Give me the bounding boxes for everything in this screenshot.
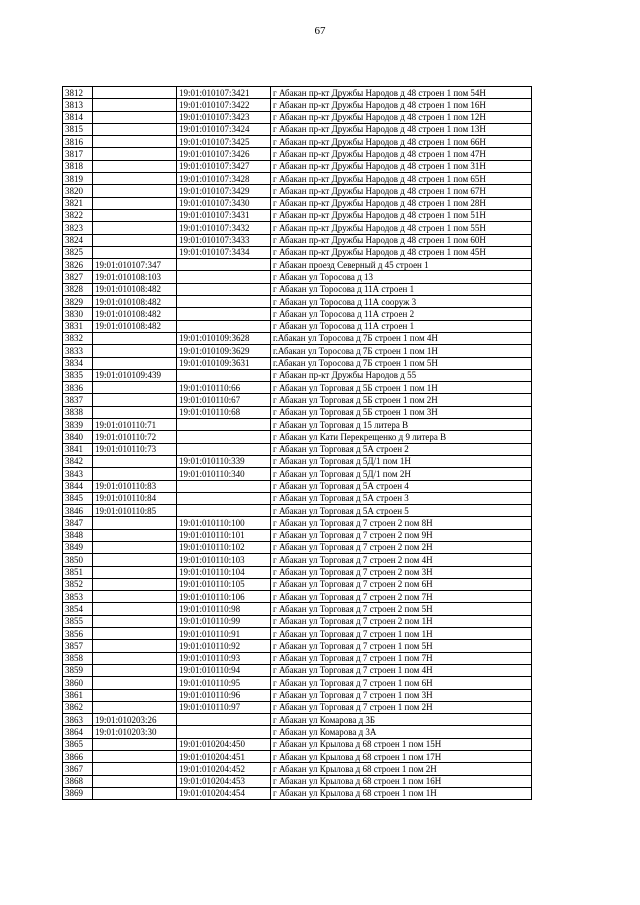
row-number-cell: 3823 <box>63 222 93 234</box>
premises-cadastral-number-cell: 19:01:010107:3428 <box>177 173 271 185</box>
land-cadastral-number-cell: 19:01:010110:72 <box>93 431 177 443</box>
land-cadastral-number-cell: 19:01:010108:482 <box>93 308 177 320</box>
land-cadastral-number-cell <box>93 689 177 701</box>
address-cell: г Абакан ул Торговая д 7 строен 1 пом 5Н <box>271 640 532 652</box>
premises-cadastral-number-cell: 19:01:010107:3422 <box>177 99 271 111</box>
premises-cadastral-number-cell: 19:01:010110:66 <box>177 382 271 394</box>
land-cadastral-number-cell: 19:01:010110:71 <box>93 419 177 431</box>
address-cell: г Абакан пр-кт Дружбы Народов д 48 строен 1 пом 47Н <box>271 148 532 160</box>
address-cell: г Абакан пр-кт Дружбы Народов д 55 <box>271 369 532 381</box>
premises-cadastral-number-cell: 19:01:010110:67 <box>177 394 271 406</box>
premises-cadastral-number-cell: 19:01:010107:3429 <box>177 185 271 197</box>
land-cadastral-number-cell <box>93 775 177 787</box>
address-cell: г Абакан ул Торговая д 5Д/1 пом 1Н <box>271 455 532 467</box>
table-row <box>63 566 532 578</box>
land-cadastral-number-cell <box>93 468 177 480</box>
address-cell: г Абакан ул Торговая д 7 строен 1 пом 2Н <box>271 701 532 713</box>
table-row <box>63 492 532 504</box>
land-cadastral-number-cell <box>93 578 177 590</box>
address-cell: г Абакан ул Торговая д 7 строен 2 пом 2Н <box>271 541 532 553</box>
table-row <box>63 529 532 541</box>
address-cell: г Абакан ул Торговая д 7 строен 1 пом 6Н <box>271 677 532 689</box>
premises-cadastral-number-cell: 19:01:010107:3433 <box>177 234 271 246</box>
address-cell: г Абакан ул Торговая д 15 литера В <box>271 419 532 431</box>
land-cadastral-number-cell <box>93 148 177 160</box>
row-number-cell: 3867 <box>63 763 93 775</box>
table-row <box>63 271 532 283</box>
row-number-cell: 3831 <box>63 320 93 332</box>
row-number-cell: 3813 <box>63 99 93 111</box>
premises-cadastral-number-cell: 19:01:010110:340 <box>177 468 271 480</box>
address-cell: г Абакан пр-кт Дружбы Народов д 48 строен 1 пом 60Н <box>271 234 532 246</box>
table-row <box>63 87 532 99</box>
table-row <box>63 455 532 467</box>
premises-cadastral-number-cell: 19:01:010110:104 <box>177 566 271 578</box>
table-row <box>63 468 532 480</box>
address-cell: г.Абакан ул Торосова д 7Б строен 1 пом 1Н <box>271 345 532 357</box>
row-number-cell: 3827 <box>63 271 93 283</box>
premises-cadastral-number-cell: 19:01:010110:97 <box>177 701 271 713</box>
row-number-cell: 3846 <box>63 505 93 517</box>
land-cadastral-number-cell <box>93 591 177 603</box>
land-cadastral-number-cell: 19:01:010110:84 <box>93 492 177 504</box>
address-cell: г Абакан ул Торговая д 7 строен 2 пом 7Н <box>271 591 532 603</box>
land-cadastral-number-cell: 19:01:010110:73 <box>93 443 177 455</box>
address-cell: г Абакан проезд Северный д 45 строен 1 <box>271 259 532 271</box>
address-cell: г.Абакан ул Торосова д 7Б строен 1 пом 4Н <box>271 332 532 344</box>
row-number-cell: 3817 <box>63 148 93 160</box>
address-cell: г Абакан ул Торговая д 7 строен 1 пом 4Н <box>271 664 532 676</box>
land-cadastral-number-cell <box>93 222 177 234</box>
premises-cadastral-number-cell: 19:01:010204:454 <box>177 787 271 799</box>
address-cell: г Абакан ул Торосова д 11А строен 1 <box>271 320 532 332</box>
row-number-cell: 3860 <box>63 677 93 689</box>
row-number-cell: 3836 <box>63 382 93 394</box>
table-row <box>63 578 532 590</box>
row-number-cell: 3854 <box>63 603 93 615</box>
table-row <box>63 185 532 197</box>
table-row <box>63 652 532 664</box>
row-number-cell: 3868 <box>63 775 93 787</box>
row-number-cell: 3864 <box>63 726 93 738</box>
table-row <box>63 345 532 357</box>
premises-cadastral-number-cell: 19:01:010110:95 <box>177 677 271 689</box>
property-registry-table <box>62 86 532 800</box>
table-row <box>63 320 532 332</box>
land-cadastral-number-cell <box>93 652 177 664</box>
address-cell: г Абакан ул Торосова д 13 <box>271 271 532 283</box>
premises-cadastral-number-cell: 19:01:010110:98 <box>177 603 271 615</box>
table-row <box>63 640 532 652</box>
table-row <box>63 628 532 640</box>
premises-cadastral-number-cell <box>177 283 271 295</box>
address-cell: г Абакан ул Торговая д 7 строен 2 пом 9Н <box>271 529 532 541</box>
address-cell: г Абакан пр-кт Дружбы Народов д 48 строен 1 пом 55Н <box>271 222 532 234</box>
premises-cadastral-number-cell: 19:01:010107:3423 <box>177 111 271 123</box>
row-number-cell: 3862 <box>63 701 93 713</box>
table-row <box>63 369 532 381</box>
table-row <box>63 701 532 713</box>
address-cell: г Абакан ул Торговая д 5Б строен 1 пом 1Н <box>271 382 532 394</box>
address-cell: г Абакан ул Торговая д 7 строен 2 пом 5Н <box>271 603 532 615</box>
row-number-cell: 3842 <box>63 455 93 467</box>
land-cadastral-number-cell: 19:01:010107:347 <box>93 259 177 271</box>
table-row <box>63 160 532 172</box>
address-cell: г.Абакан ул Торосова д 7Б строен 1 пом 5Н <box>271 357 532 369</box>
premises-cadastral-number-cell: 19:01:010107:3424 <box>177 123 271 135</box>
premises-cadastral-number-cell: 19:01:010109:3631 <box>177 357 271 369</box>
table-row <box>63 603 532 615</box>
land-cadastral-number-cell <box>93 234 177 246</box>
row-number-cell: 3869 <box>63 787 93 799</box>
land-cadastral-number-cell: 19:01:010108:482 <box>93 296 177 308</box>
address-cell: г Абакан ул Торговая д 7 строен 1 пом 7Н <box>271 652 532 664</box>
address-cell: г Абакан ул Торговая д 5А строен 3 <box>271 492 532 504</box>
row-number-cell: 3841 <box>63 443 93 455</box>
row-number-cell: 3816 <box>63 136 93 148</box>
row-number-cell: 3832 <box>63 332 93 344</box>
land-cadastral-number-cell <box>93 763 177 775</box>
land-cadastral-number-cell <box>93 615 177 627</box>
land-cadastral-number-cell <box>93 123 177 135</box>
premises-cadastral-number-cell: 19:01:010109:3629 <box>177 345 271 357</box>
address-cell: г Абакан ул Торосова д 11А строен 1 <box>271 283 532 295</box>
row-number-cell: 3812 <box>63 87 93 99</box>
address-cell: г Абакан ул Торговая д 5А строен 5 <box>271 505 532 517</box>
table-row <box>63 443 532 455</box>
premises-cadastral-number-cell: 19:01:010110:96 <box>177 689 271 701</box>
table-row <box>63 382 532 394</box>
address-cell: г Абакан пр-кт Дружбы Народов д 48 строен 1 пом 54Н <box>271 87 532 99</box>
premises-cadastral-number-cell: 19:01:010107:3434 <box>177 246 271 258</box>
table-row <box>63 111 532 123</box>
land-cadastral-number-cell <box>93 87 177 99</box>
row-number-cell: 3834 <box>63 357 93 369</box>
row-number-cell: 3851 <box>63 566 93 578</box>
land-cadastral-number-cell <box>93 345 177 357</box>
row-number-cell: 3857 <box>63 640 93 652</box>
land-cadastral-number-cell <box>93 664 177 676</box>
premises-cadastral-number-cell: 19:01:010110:100 <box>177 517 271 529</box>
premises-cadastral-number-cell <box>177 369 271 381</box>
row-number-cell: 3849 <box>63 541 93 553</box>
row-number-cell: 3843 <box>63 468 93 480</box>
table-row <box>63 136 532 148</box>
premises-cadastral-number-cell <box>177 431 271 443</box>
row-number-cell: 3814 <box>63 111 93 123</box>
row-number-cell: 3847 <box>63 517 93 529</box>
row-number-cell: 3824 <box>63 234 93 246</box>
land-cadastral-number-cell <box>93 701 177 713</box>
land-cadastral-number-cell <box>93 111 177 123</box>
address-cell: г Абакан ул Торговая д 7 строен 2 пом 3Н <box>271 566 532 578</box>
premises-cadastral-number-cell: 19:01:010110:339 <box>177 455 271 467</box>
land-cadastral-number-cell <box>93 677 177 689</box>
premises-cadastral-number-cell: 19:01:010107:3421 <box>177 87 271 99</box>
registry-body <box>63 87 532 800</box>
address-cell: г Абакан ул Торговая д 7 строен 2 пом 1Н <box>271 615 532 627</box>
table-row <box>63 689 532 701</box>
row-number-cell: 3829 <box>63 296 93 308</box>
land-cadastral-number-cell <box>93 603 177 615</box>
land-cadastral-number-cell: 19:01:010203:30 <box>93 726 177 738</box>
premises-cadastral-number-cell <box>177 726 271 738</box>
premises-cadastral-number-cell: 19:01:010109:3628 <box>177 332 271 344</box>
address-cell: г Абакан ул Торговая д 7 строен 2 пом 6Н <box>271 578 532 590</box>
land-cadastral-number-cell: 19:01:010110:85 <box>93 505 177 517</box>
premises-cadastral-number-cell: 19:01:010110:68 <box>177 406 271 418</box>
row-number-cell: 3856 <box>63 628 93 640</box>
address-cell: г Абакан ул Крылова д 68 строен 1 пом 17Н <box>271 751 532 763</box>
table-row <box>63 738 532 750</box>
address-cell: г Абакан пр-кт Дружбы Народов д 48 строен 1 пом 16Н <box>271 99 532 111</box>
table-row <box>63 431 532 443</box>
table-row <box>63 148 532 160</box>
row-number-cell: 3837 <box>63 394 93 406</box>
premises-cadastral-number-cell <box>177 259 271 271</box>
address-cell: г Абакан ул Комарова д 3Б <box>271 714 532 726</box>
row-number-cell: 3826 <box>63 259 93 271</box>
address-cell: г Абакан ул Торосова д 11А строен 2 <box>271 308 532 320</box>
table-row <box>63 517 532 529</box>
land-cadastral-number-cell <box>93 406 177 418</box>
land-cadastral-number-cell: 19:01:010109:439 <box>93 369 177 381</box>
land-cadastral-number-cell <box>93 136 177 148</box>
premises-cadastral-number-cell: 19:01:010110:99 <box>177 615 271 627</box>
address-cell: г Абакан ул Крылова д 68 строен 1 пом 2Н <box>271 763 532 775</box>
row-number-cell: 3821 <box>63 197 93 209</box>
premises-cadastral-number-cell: 19:01:010110:106 <box>177 591 271 603</box>
premises-cadastral-number-cell: 19:01:010110:103 <box>177 554 271 566</box>
address-cell: г Абакан ул Крылова д 68 строен 1 пом 1Н <box>271 787 532 799</box>
land-cadastral-number-cell <box>93 160 177 172</box>
table-row <box>63 615 532 627</box>
row-number-cell: 3865 <box>63 738 93 750</box>
land-cadastral-number-cell <box>93 173 177 185</box>
row-number-cell: 3840 <box>63 431 93 443</box>
land-cadastral-number-cell <box>93 455 177 467</box>
premises-cadastral-number-cell <box>177 480 271 492</box>
table-row <box>63 787 532 799</box>
premises-cadastral-number-cell: 19:01:010107:3431 <box>177 209 271 221</box>
row-number-cell: 3815 <box>63 123 93 135</box>
address-cell: г Абакан пр-кт Дружбы Народов д 48 строен 1 пом 31Н <box>271 160 532 172</box>
land-cadastral-number-cell <box>93 554 177 566</box>
table-row <box>63 677 532 689</box>
table-row <box>63 726 532 738</box>
table-row <box>63 419 532 431</box>
table-row <box>63 775 532 787</box>
premises-cadastral-number-cell: 19:01:010204:450 <box>177 738 271 750</box>
row-number-cell: 3835 <box>63 369 93 381</box>
premises-cadastral-number-cell: 19:01:010107:3427 <box>177 160 271 172</box>
table-row <box>63 591 532 603</box>
table-row <box>63 714 532 726</box>
table-row <box>63 222 532 234</box>
table-row <box>63 332 532 344</box>
address-cell: г Абакан ул Крылова д 68 строен 1 пом 15Н <box>271 738 532 750</box>
page-number: 67 <box>314 25 326 37</box>
address-cell: г Абакан ул Торговая д 5Д/1 пом 2Н <box>271 468 532 480</box>
land-cadastral-number-cell <box>93 751 177 763</box>
address-cell: г Абакан ул Комарова д 3А <box>271 726 532 738</box>
premises-cadastral-number-cell: 19:01:010204:451 <box>177 751 271 763</box>
address-cell: г Абакан пр-кт Дружбы Народов д 48 строен 1 пом 13Н <box>271 123 532 135</box>
premises-cadastral-number-cell: 19:01:010107:3426 <box>177 148 271 160</box>
land-cadastral-number-cell: 19:01:010110:83 <box>93 480 177 492</box>
address-cell: г Абакан пр-кт Дружбы Народов д 48 строен 1 пом 45Н <box>271 246 532 258</box>
land-cadastral-number-cell: 19:01:010108:482 <box>93 283 177 295</box>
address-cell: г Абакан пр-кт Дружбы Народов д 48 строен 1 пом 65Н <box>271 173 532 185</box>
land-cadastral-number-cell <box>93 640 177 652</box>
row-number-cell: 3861 <box>63 689 93 701</box>
address-cell: г Абакан пр-кт Дружбы Народов д 48 строен 1 пом 28Н <box>271 197 532 209</box>
premises-cadastral-number-cell <box>177 505 271 517</box>
premises-cadastral-number-cell: 19:01:010204:453 <box>177 775 271 787</box>
land-cadastral-number-cell <box>93 517 177 529</box>
table-row <box>63 296 532 308</box>
row-number-cell: 3853 <box>63 591 93 603</box>
table-row <box>63 480 532 492</box>
address-cell: г Абакан пр-кт Дружбы Народов д 48 строен 1 пом 51Н <box>271 209 532 221</box>
row-number-cell: 3825 <box>63 246 93 258</box>
premises-cadastral-number-cell: 19:01:010107:3425 <box>177 136 271 148</box>
premises-cadastral-number-cell: 19:01:010110:101 <box>177 529 271 541</box>
address-cell: г Абакан ул Кати Перекрещенко д 9 литера В <box>271 431 532 443</box>
table-row <box>63 664 532 676</box>
table-row <box>63 394 532 406</box>
land-cadastral-number-cell: 19:01:010203:26 <box>93 714 177 726</box>
row-number-cell: 3850 <box>63 554 93 566</box>
table-row <box>63 554 532 566</box>
address-cell: г Абакан ул Торговая д 5А строен 2 <box>271 443 532 455</box>
row-number-cell: 3852 <box>63 578 93 590</box>
row-number-cell: 3844 <box>63 480 93 492</box>
premises-cadastral-number-cell: 19:01:010110:92 <box>177 640 271 652</box>
address-cell: г Абакан ул Торговая д 5Б строен 1 пом 3Н <box>271 406 532 418</box>
land-cadastral-number-cell <box>93 332 177 344</box>
premises-cadastral-number-cell <box>177 443 271 455</box>
address-cell: г Абакан ул Торговая д 5А строен 4 <box>271 480 532 492</box>
land-cadastral-number-cell <box>93 566 177 578</box>
premises-cadastral-number-cell <box>177 271 271 283</box>
land-cadastral-number-cell <box>93 382 177 394</box>
address-cell: г Абакан пр-кт Дружбы Народов д 48 строен 1 пом 67Н <box>271 185 532 197</box>
land-cadastral-number-cell <box>93 541 177 553</box>
row-number-cell: 3858 <box>63 652 93 664</box>
address-cell: г Абакан ул Торговая д 7 строен 1 пом 1Н <box>271 628 532 640</box>
address-cell: г Абакан ул Торговая д 7 строен 1 пом 3Н <box>271 689 532 701</box>
table-row <box>63 197 532 209</box>
row-number-cell: 3830 <box>63 308 93 320</box>
row-number-cell: 3828 <box>63 283 93 295</box>
premises-cadastral-number-cell: 19:01:010110:94 <box>177 664 271 676</box>
land-cadastral-number-cell <box>93 529 177 541</box>
table-row <box>63 283 532 295</box>
row-number-cell: 3819 <box>63 173 93 185</box>
land-cadastral-number-cell <box>93 246 177 258</box>
row-number-cell: 3838 <box>63 406 93 418</box>
land-cadastral-number-cell <box>93 628 177 640</box>
land-cadastral-number-cell <box>93 209 177 221</box>
address-cell: г Абакан пр-кт Дружбы Народов д 48 строен 1 пом 12Н <box>271 111 532 123</box>
table-row <box>63 308 532 320</box>
row-number-cell: 3845 <box>63 492 93 504</box>
land-cadastral-number-cell: 19:01:010108:482 <box>93 320 177 332</box>
land-cadastral-number-cell <box>93 185 177 197</box>
address-cell: г Абакан пр-кт Дружбы Народов д 48 строен 1 пом 66Н <box>271 136 532 148</box>
address-cell: г Абакан ул Торговая д 5Б строен 1 пом 2Н <box>271 394 532 406</box>
row-number-cell: 3833 <box>63 345 93 357</box>
premises-cadastral-number-cell: 19:01:010110:91 <box>177 628 271 640</box>
table-row <box>63 259 532 271</box>
address-cell: г Абакан ул Торосова д 11А сооруж 3 <box>271 296 532 308</box>
table-row <box>63 406 532 418</box>
premises-cadastral-number-cell: 19:01:010110:105 <box>177 578 271 590</box>
land-cadastral-number-cell <box>93 738 177 750</box>
row-number-cell: 3839 <box>63 419 93 431</box>
row-number-cell: 3820 <box>63 185 93 197</box>
table-row <box>63 505 532 517</box>
address-cell: г Абакан ул Крылова д 68 строен 1 пом 16Н <box>271 775 532 787</box>
table-row <box>63 751 532 763</box>
premises-cadastral-number-cell: 19:01:010110:93 <box>177 652 271 664</box>
table-row <box>63 246 532 258</box>
table-row <box>63 357 532 369</box>
table-row <box>63 209 532 221</box>
land-cadastral-number-cell: 19:01:010108:103 <box>93 271 177 283</box>
table-row <box>63 763 532 775</box>
table-row <box>63 234 532 246</box>
row-number-cell: 3855 <box>63 615 93 627</box>
row-number-cell: 3822 <box>63 209 93 221</box>
premises-cadastral-number-cell <box>177 419 271 431</box>
premises-cadastral-number-cell: 19:01:010110:102 <box>177 541 271 553</box>
premises-cadastral-number-cell <box>177 714 271 726</box>
address-cell: г Абакан ул Торговая д 7 строен 2 пом 8Н <box>271 517 532 529</box>
premises-cadastral-number-cell <box>177 320 271 332</box>
land-cadastral-number-cell <box>93 197 177 209</box>
land-cadastral-number-cell <box>93 357 177 369</box>
row-number-cell: 3818 <box>63 160 93 172</box>
row-number-cell: 3859 <box>63 664 93 676</box>
premises-cadastral-number-cell <box>177 308 271 320</box>
land-cadastral-number-cell <box>93 787 177 799</box>
premises-cadastral-number-cell: 19:01:010107:3432 <box>177 222 271 234</box>
table-row <box>63 541 532 553</box>
row-number-cell: 3848 <box>63 529 93 541</box>
address-cell: г Абакан ул Торговая д 7 строен 2 пом 4Н <box>271 554 532 566</box>
table-row <box>63 123 532 135</box>
table-row <box>63 99 532 111</box>
premises-cadastral-number-cell: 19:01:010107:3430 <box>177 197 271 209</box>
row-number-cell: 3863 <box>63 714 93 726</box>
table-row <box>63 173 532 185</box>
premises-cadastral-number-cell <box>177 296 271 308</box>
premises-cadastral-number-cell <box>177 492 271 504</box>
premises-cadastral-number-cell: 19:01:010204:452 <box>177 763 271 775</box>
row-number-cell: 3866 <box>63 751 93 763</box>
land-cadastral-number-cell <box>93 394 177 406</box>
land-cadastral-number-cell <box>93 99 177 111</box>
